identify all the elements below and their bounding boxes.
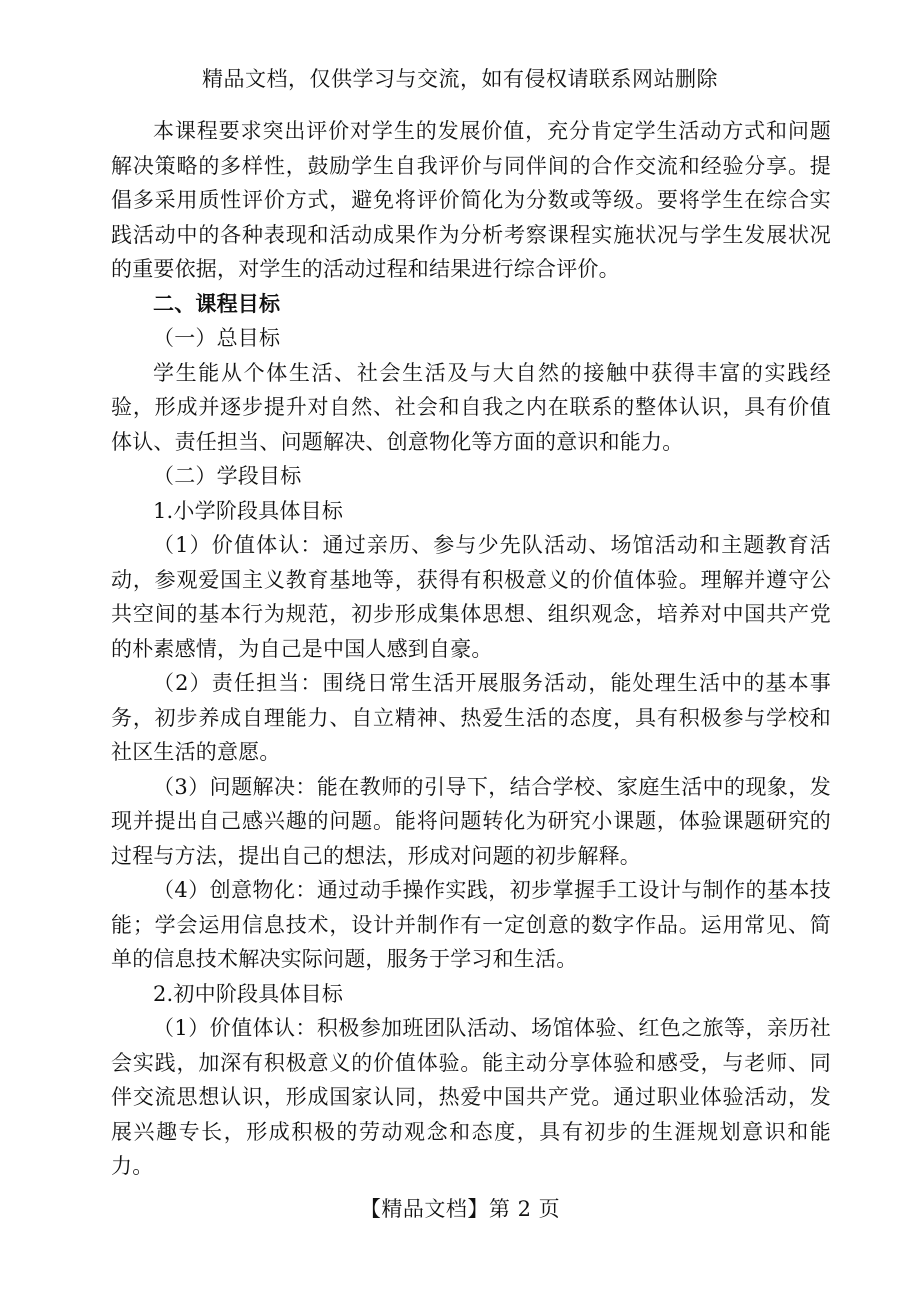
page-header: 精品文档，仅供学习与交流，如有侵权请联系网站删除 <box>202 67 718 91</box>
subheading-primary-school: 1.小学阶段具体目标 <box>153 498 344 523</box>
paragraph-primary-responsibility: （2）责任担当：围绕日常生活开展服务活动，能处理生活中的基本事务，初步养成自理能力、自立精神、热爱生活的态度，具有积极参与学校和社区生活的意愿。 <box>111 671 831 764</box>
section-heading-course-goals: 二、课程目标 <box>153 290 281 316</box>
paragraph-primary-value: （1）价值体认：通过亲历、参与少先队活动、场馆活动和主题教育活动，参观爱国主义教育基地等，获得有积极意义的价值体验。理解并遵守公共空间的基本行为规范，初步形成集体思想、组织观念，培养对中国共产党的朴素感情，为自己是中国人感到自豪。 <box>111 533 831 661</box>
subheading-overall-goal: （一）总目标 <box>153 326 281 350</box>
paragraph-primary-creativity: （4）创意物化：通过动手操作实践，初步掌握手工设计与制作的基本技能；学会运用信息技术，设计并制作有一定创意的数字作品。运用常见、简单的信息技术解决实际问题，服务于学习和生活。 <box>111 878 831 971</box>
paragraph-evaluation: 本课程要求突出评价对学生的发展价值，充分肯定学生活动方式和问题解决策略的多样性，鼓励学生自我评价与同伴间的合作交流和经验分享。提倡多采用质性评价方式，避免将评价简化为分数或等级。要将学生在综合实践活动中的各种表现和活动成果作为分析考察课程实施状况与学生发展状况的重要依据，对学生的活动过程和结果进行综合评价。 <box>111 119 831 281</box>
paragraph-junior-value: （1）价值体认：积极参加班团队活动、场馆体验、红色之旅等，亲历社会实践，加深有积极意义的价值体验。能主动分享体验和感受，与老师、同伴交流思想认识，形成国家认同，热爱中国共产党。通过职业体验活动，发展兴趣专长，形成积极的劳动观念和态度，具有初步的生涯规划意识和能力。 <box>111 1016 831 1178</box>
paragraph-overall-goal: 学生能从个体生活、社会生活及与大自然的接触中获得丰富的实践经验，形成并逐步提升对自然、社会和自我之内在联系的整体认识，具有价值体认、责任担当、问题解决、创意物化等方面的意识和能力。 <box>111 360 831 454</box>
subheading-junior-high: 2.初中阶段具体目标 <box>153 981 344 1006</box>
page-footer: 【精品文档】第 2 页 <box>359 1197 561 1221</box>
paragraph-primary-problem-solving: （3）问题解决：能在教师的引导下，结合学校、家庭生活中的现象，发现并提出自己感兴趣的问题。能将问题转化为研究小课题，体验课题研究的过程与方法，提出自己的想法，形成对问题的初步解释。 <box>111 774 831 868</box>
subheading-stage-goals: （二）学段目标 <box>153 464 302 488</box>
document-body <box>111 114 831 1184</box>
